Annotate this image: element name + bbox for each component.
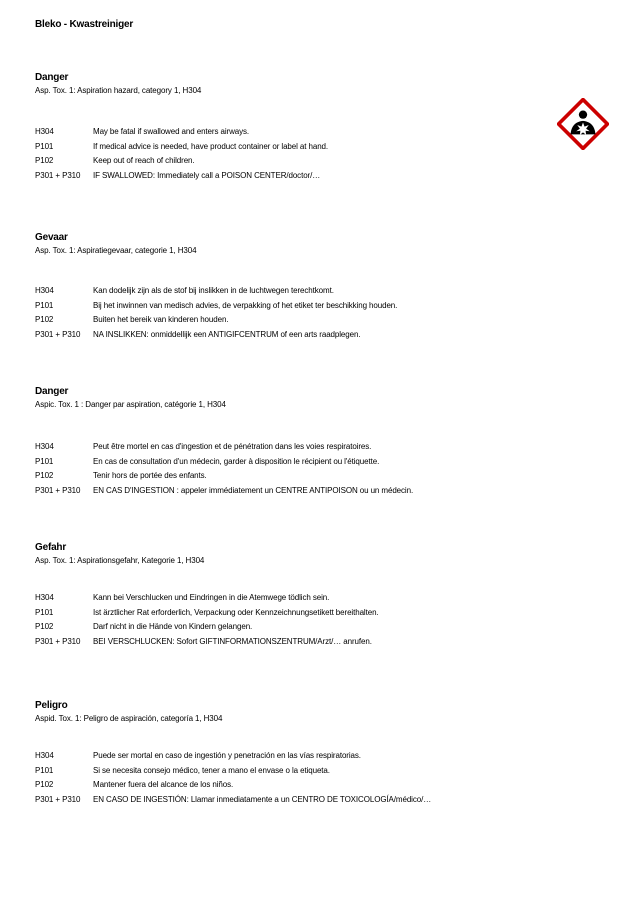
statement-code: P301 + P310 bbox=[35, 636, 81, 646]
statement-list bbox=[35, 749, 595, 807]
statement-text: Kan dodelijk zijn als de stof bij inslikken in de luchtwegen terechtkomt. bbox=[93, 286, 334, 295]
statement-text: Puede ser mortal en caso de ingestión y penetración en las vías respiratorias. bbox=[93, 751, 361, 760]
statement-text: EN CAS D'INGESTION : appeler immédiatement un CENTRE ANTIPOISON ou un médecin. bbox=[93, 485, 414, 495]
statement-row bbox=[35, 635, 595, 650]
statement-text: Bij het inwinnen van medisch advies, de verpakking of het etiket ter beschikking houden. bbox=[93, 300, 398, 310]
statement-text: May be fatal if swallowed and enters airways. bbox=[93, 127, 250, 136]
statement-code: P102 bbox=[35, 622, 54, 631]
statement-code: P301 + P310 bbox=[35, 170, 81, 180]
statement-text: EN CASO DE INGESTIÓN: Llamar inmediatamente a un CENTRO DE TOXICOLOGÍA/médico/… bbox=[93, 794, 432, 804]
statement-row bbox=[35, 140, 595, 155]
document-title: Bleko - Kwastreiniger bbox=[35, 19, 134, 30]
statement-text: Kann bei Verschlucken und Eindringen in die Atemwege tödlich sein. bbox=[93, 593, 330, 602]
statement-text: If medical advice is needed, have product container or label at hand. bbox=[93, 141, 329, 151]
language-section-nl bbox=[35, 232, 595, 339]
statement-code: P102 bbox=[35, 471, 54, 480]
signal-word: Gevaar bbox=[35, 232, 68, 243]
statement-code: P101 bbox=[35, 141, 54, 151]
statement-text: Mantener fuera del alcance de los niños. bbox=[93, 780, 234, 789]
signal-word: Gefahr bbox=[35, 542, 67, 553]
statement-row bbox=[35, 749, 595, 764]
statement-row bbox=[35, 606, 595, 621]
statement-code: P101 bbox=[35, 607, 54, 617]
statement-text: Ist ärztlicher Rat erforderlich, Verpackung oder Kennzeichnungsetikett bereithalten. bbox=[93, 607, 379, 617]
statement-text: BEI VERSCHLUCKEN: Sofort GIFTINFORMATIONSZENTRUM/Arzt/… anrufen. bbox=[93, 636, 372, 646]
statement-row bbox=[35, 764, 595, 779]
statement-row bbox=[35, 455, 595, 470]
statement-text: En cas de consultation d'un médecin, garder à disposition le récipient ou l'étiquette. bbox=[93, 456, 380, 466]
statement-list bbox=[35, 591, 595, 649]
language-section-de bbox=[35, 542, 595, 646]
statement-text: Peut être mortel en cas d'ingestion et de pénétration dans les voies respiratoires. bbox=[93, 442, 372, 451]
statement-code: P102 bbox=[35, 315, 54, 324]
statement-text: Si se necesita consejo médico, tener a mano el envase o la etiqueta. bbox=[93, 765, 330, 775]
signal-word: Danger bbox=[35, 72, 69, 83]
signal-word: Peligro bbox=[35, 700, 68, 711]
language-section-en bbox=[35, 72, 595, 180]
statement-code: P101 bbox=[35, 300, 54, 310]
statement-row bbox=[35, 440, 595, 455]
statement-code: P301 + P310 bbox=[35, 485, 81, 495]
statement-row bbox=[35, 469, 595, 484]
statement-row bbox=[35, 484, 595, 499]
hazard-classification: Asp. Tox. 1: Aspirationsgefahr, Kategorie 1, H304 bbox=[35, 556, 205, 565]
statement-text: Keep out of reach of children. bbox=[93, 156, 195, 165]
statement-text: IF SWALLOWED: Immediately call a POISON CENTER/doctor/… bbox=[93, 170, 321, 180]
statement-list bbox=[35, 284, 595, 342]
statement-text: Tenir hors de portée des enfants. bbox=[93, 471, 207, 480]
statement-row bbox=[35, 169, 595, 184]
statement-code: H304 bbox=[35, 127, 54, 136]
statement-code: P301 + P310 bbox=[35, 329, 81, 339]
statement-code: P102 bbox=[35, 156, 54, 165]
statement-code: P101 bbox=[35, 765, 54, 775]
statement-text: Darf nicht in die Hände von Kindern gelangen. bbox=[93, 622, 253, 631]
statement-row bbox=[35, 591, 595, 606]
hazard-classification: Aspid. Tox. 1: Peligro de aspiración, categoría 1, H304 bbox=[35, 714, 223, 723]
statement-code: H304 bbox=[35, 442, 54, 451]
statement-row bbox=[35, 299, 595, 314]
statement-row bbox=[35, 284, 595, 299]
hazard-classification: Asp. Tox. 1: Aspiration hazard, category 1, H304 bbox=[35, 86, 202, 95]
statement-code: H304 bbox=[35, 593, 54, 602]
signal-word: Danger bbox=[35, 386, 69, 397]
statement-row bbox=[35, 313, 595, 328]
statement-text: Buiten het bereik van kinderen houden. bbox=[93, 315, 229, 324]
statement-row bbox=[35, 154, 595, 169]
hazard-classification: Aspic. Tox. 1 : Danger par aspiration, catégorie 1, H304 bbox=[35, 400, 226, 409]
language-section-fr bbox=[35, 386, 595, 495]
statement-text: NA INSLIKKEN: onmiddellijk een ANTIGIFCENTRUM of een arts raadplegen. bbox=[93, 329, 361, 339]
statement-list bbox=[35, 440, 595, 498]
statement-code: H304 bbox=[35, 751, 54, 760]
statement-row bbox=[35, 793, 595, 808]
hazard-classification: Asp. Tox. 1: Aspiratiegevaar, categorie 1, H304 bbox=[35, 246, 197, 255]
statement-row bbox=[35, 328, 595, 343]
statement-row bbox=[35, 620, 595, 635]
statement-code: P101 bbox=[35, 456, 54, 466]
statement-code: P102 bbox=[35, 780, 54, 789]
language-section-es bbox=[35, 700, 595, 804]
statement-code: H304 bbox=[35, 286, 54, 295]
statement-code: P301 + P310 bbox=[35, 794, 81, 804]
statement-list bbox=[35, 125, 595, 183]
statement-row bbox=[35, 778, 595, 793]
statement-row bbox=[35, 125, 595, 140]
